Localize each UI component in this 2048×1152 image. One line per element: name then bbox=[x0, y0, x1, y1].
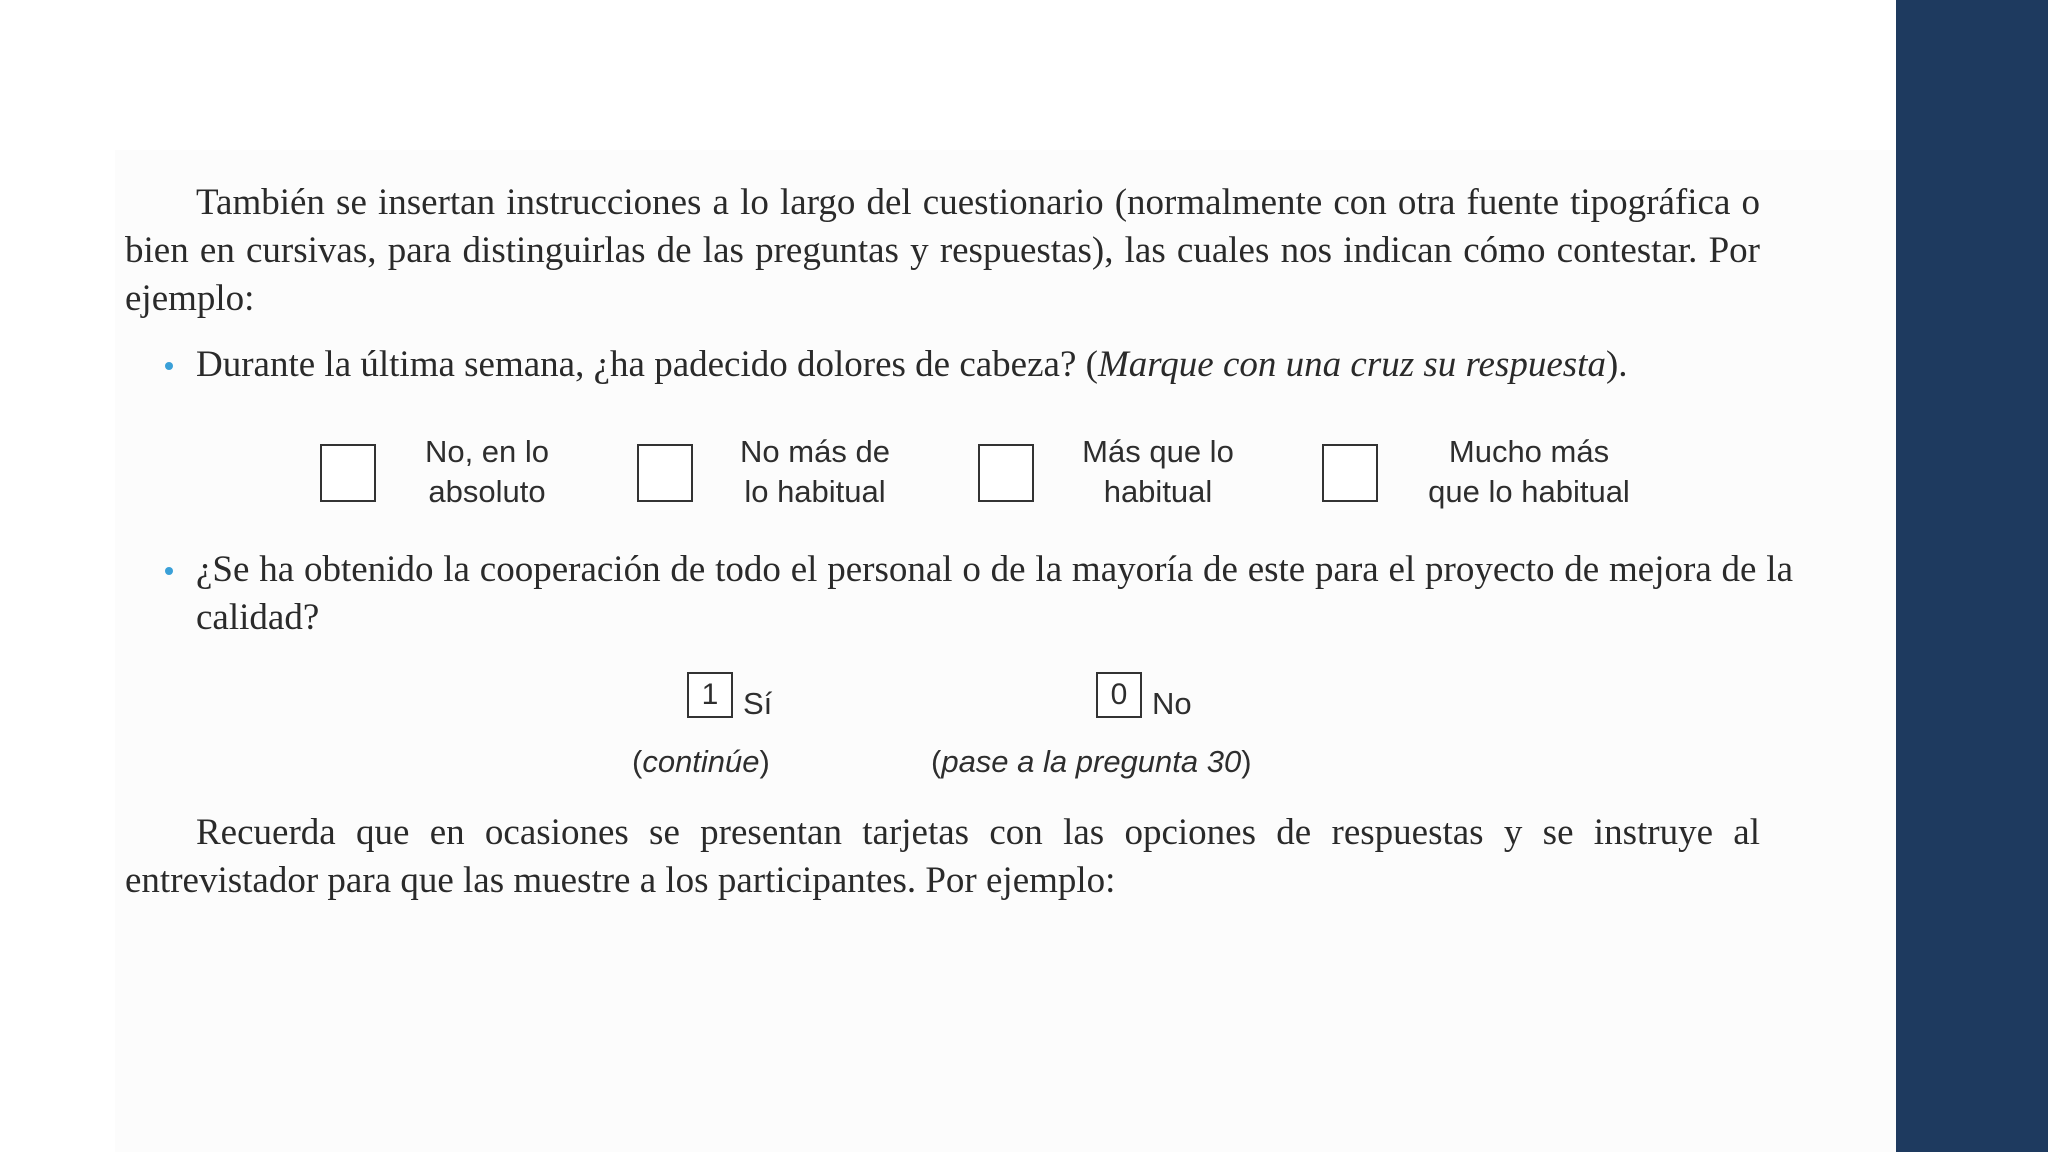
no-instruction-open: ( bbox=[931, 744, 942, 779]
option-2-label bbox=[695, 432, 935, 512]
yes-instruction-close: ) bbox=[759, 744, 770, 779]
option-4-line-2: que lo habitual bbox=[1428, 474, 1630, 509]
no-instruction-close: ) bbox=[1241, 744, 1252, 779]
yes-code-box[interactable]: 1 bbox=[687, 672, 733, 718]
option-2-line-1: No más de bbox=[740, 434, 890, 469]
option-3-checkbox[interactable] bbox=[978, 444, 1034, 502]
intro-paragraph: También se insertan instrucciones a lo largo del cuestionario (normalmente con otra fuente tipográfica o bien en cursivas, para distinguirlas de las preguntas y respuestas), las cuales nos indican cómo contestar. Por ejemplo: bbox=[125, 182, 1760, 319]
option-1-line-2: absoluto bbox=[428, 474, 546, 509]
no-code-box[interactable]: 0 bbox=[1096, 672, 1142, 718]
yes-instruction-open: ( bbox=[632, 744, 643, 779]
question-1-instruction: Marque con una cruz su respuesta bbox=[1097, 344, 1606, 385]
option-4-label bbox=[1409, 432, 1649, 512]
option-4-line-1: Mucho más bbox=[1448, 434, 1610, 469]
option-2-line-2: lo habitual bbox=[744, 474, 886, 509]
yes-label: Sí bbox=[743, 686, 773, 721]
bullet-dot-icon bbox=[165, 567, 173, 575]
no-label: No bbox=[1152, 686, 1192, 721]
question-2-text: ¿Se ha obtenido la cooperación de todo el personal o de la mayoría de este para el proyecto de mejora de la calidad? bbox=[196, 549, 1793, 638]
option-4-checkbox[interactable] bbox=[1322, 444, 1378, 502]
no-instruction-text: pase a la pregunta 30 bbox=[941, 744, 1242, 779]
option-3-label bbox=[1038, 432, 1278, 512]
question-2 bbox=[165, 546, 1793, 642]
option-1-line-1: No, en lo bbox=[424, 434, 550, 469]
yes-instruction bbox=[632, 742, 770, 782]
yes-instruction-text: continúe bbox=[642, 744, 760, 779]
closing-paragraph: Recuerda que en ocasiones se presentan tarjetas con las opciones de respuestas y se instruye al entrevistador para que las muestre a los participantes. Por ejemplo: bbox=[125, 812, 1760, 901]
question-1 bbox=[165, 341, 1793, 389]
question-1-text: Durante la última semana, ¿ha padecido dolores de cabeza? ( bbox=[196, 344, 1098, 385]
sidebar-accent bbox=[1896, 0, 2048, 1152]
option-1-label bbox=[367, 432, 607, 512]
question-1-closing: ). bbox=[1605, 344, 1628, 385]
bullet-dot-icon bbox=[165, 362, 173, 370]
option-3-line-1: Más que lo bbox=[1082, 434, 1234, 469]
no-instruction bbox=[931, 742, 1252, 782]
option-2-checkbox[interactable] bbox=[637, 444, 693, 502]
option-3-line-2: habitual bbox=[1103, 474, 1213, 509]
